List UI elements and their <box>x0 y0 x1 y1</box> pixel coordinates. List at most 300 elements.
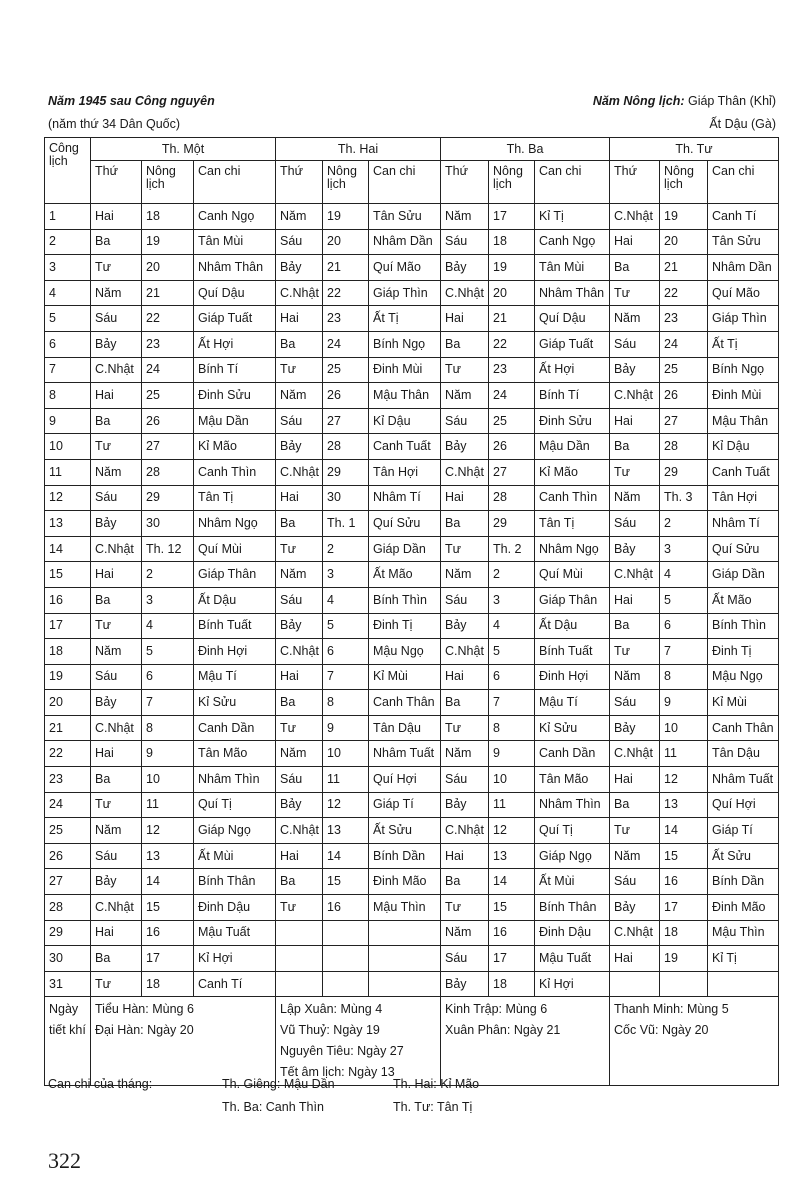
cong-lich-day-cell: 7 <box>45 357 91 383</box>
can-chi-cell: Quí Dậu <box>194 280 276 306</box>
weekday-cell: Bảy <box>276 613 323 639</box>
weekday-cell: C.Nhật <box>276 459 323 485</box>
can-chi-cell <box>369 920 441 946</box>
lunar-day-cell: 5 <box>660 587 708 613</box>
can-chi-cell: Mậu Dần <box>535 434 610 460</box>
lunar-day-cell: 9 <box>142 741 194 767</box>
can-chi-cell: Canh Ngọ <box>194 204 276 230</box>
can-chi-cell <box>369 971 441 997</box>
can-chi-cell: Nhâm Ngọ <box>194 511 276 537</box>
weekday-cell: Năm <box>441 562 489 588</box>
month-header-row <box>45 138 779 161</box>
can-chi-cell: Kỉ Mão <box>535 459 610 485</box>
can-chi-cell: Nhâm Dần <box>369 229 441 255</box>
can-chi-cell: Bính Tí <box>535 383 610 409</box>
table-row <box>45 357 779 383</box>
lunar-day-cell: 14 <box>660 818 708 844</box>
weekday-cell: Hai <box>441 664 489 690</box>
can-chi-cell: Tân Sửu <box>369 204 441 230</box>
weekday-cell: Ba <box>441 511 489 537</box>
lunar-day-cell: 7 <box>660 639 708 665</box>
tiet-khi-cell <box>441 997 610 1086</box>
weekday-cell: Tư <box>441 715 489 741</box>
cong-lich-day-cell: 8 <box>45 383 91 409</box>
cong-lich-day-cell: 27 <box>45 869 91 895</box>
weekday-cell: Sáu <box>441 229 489 255</box>
lunar-day-cell: 21 <box>323 255 369 281</box>
lunar-day-cell: 6 <box>323 639 369 665</box>
cong-lich-day-cell: 20 <box>45 690 91 716</box>
weekday-cell: Tư <box>610 818 660 844</box>
cong-lich-day-cell: 16 <box>45 587 91 613</box>
weekday-cell: Tư <box>441 357 489 383</box>
can-chi-cell: Bính Dần <box>369 843 441 869</box>
weekday-cell: Sáu <box>91 306 142 332</box>
cong-lich-day-cell: 15 <box>45 562 91 588</box>
lunar-day-cell: 10 <box>660 715 708 741</box>
weekday-cell: Tư <box>276 536 323 562</box>
weekday-cell: Tư <box>610 280 660 306</box>
month-header: Th. Hai <box>276 138 441 161</box>
can-chi-cell: Quí Tị <box>194 792 276 818</box>
weekday-cell: Hai <box>441 843 489 869</box>
lunar-day-cell: Th. 2 <box>489 536 535 562</box>
lunar-day-cell: 6 <box>142 664 194 690</box>
weekday-cell: Sáu <box>276 408 323 434</box>
weekday-cell: Tư <box>610 459 660 485</box>
weekday-cell: Ba <box>441 331 489 357</box>
can-chi-cell: Ất Dậu <box>194 587 276 613</box>
weekday-cell: Tư <box>441 895 489 921</box>
can-chi-cell <box>708 971 779 997</box>
cong-lich-day-cell: 6 <box>45 331 91 357</box>
lunar-day-cell: 2 <box>323 536 369 562</box>
weekday-cell: Sáu <box>610 511 660 537</box>
can-chi-cell: Kỉ Hợi <box>535 971 610 997</box>
year-subtitle: (năm thứ 34 Dân Quốc) <box>48 117 181 131</box>
weekday-cell: Ba <box>276 331 323 357</box>
can-chi-cell: Đinh Hợi <box>194 639 276 665</box>
weekday-cell: Hai <box>610 587 660 613</box>
table-row <box>45 331 779 357</box>
lunar-day-cell: 20 <box>142 255 194 281</box>
cong-lich-day-cell: 22 <box>45 741 91 767</box>
lunar-day-cell: 26 <box>323 383 369 409</box>
lunar-day-cell: 8 <box>660 664 708 690</box>
can-chi-cell: Nhâm Thân <box>535 280 610 306</box>
can-chi-cell: Canh Thìn <box>535 485 610 511</box>
lunar-day-cell: 24 <box>142 357 194 383</box>
lunar-day-cell: 17 <box>142 946 194 972</box>
can-chi-cell: Bính Dần <box>708 869 779 895</box>
weekday-cell <box>610 971 660 997</box>
lunar-day-cell: 28 <box>489 485 535 511</box>
weekday-cell: Năm <box>276 204 323 230</box>
weekday-cell: Năm <box>610 306 660 332</box>
lunar-day-cell: 7 <box>142 690 194 716</box>
weekday-cell: Bảy <box>441 792 489 818</box>
weekday-cell: C.Nhật <box>91 536 142 562</box>
month-can-chi-gieng: Th. Giêng: Mậu Dần <box>222 1077 335 1091</box>
can-chi-cell: Bính Ngọ <box>708 357 779 383</box>
weekday-cell: Ba <box>91 587 142 613</box>
can-chi-cell: Ất Sửu <box>708 843 779 869</box>
lunar-day-cell: 13 <box>660 792 708 818</box>
can-chi-cell: Ất Mão <box>708 587 779 613</box>
weekday-cell: Năm <box>276 383 323 409</box>
weekday-cell: Hai <box>276 306 323 332</box>
can-chi-cell: Canh Dần <box>535 741 610 767</box>
lunar-day-cell: 8 <box>142 715 194 741</box>
can-chi-cell: Tân Mão <box>194 741 276 767</box>
can-chi-cell: Mậu Ngọ <box>708 664 779 690</box>
sub-header-nong-lich: Nông lịch <box>323 161 369 204</box>
can-chi-cell: Ất Hợi <box>535 357 610 383</box>
weekday-cell: Hai <box>91 204 142 230</box>
weekday-cell: Năm <box>91 639 142 665</box>
can-chi-cell: Đinh Dậu <box>535 920 610 946</box>
can-chi-cell: Kỉ Dậu <box>708 434 779 460</box>
weekday-cell: Sáu <box>276 767 323 793</box>
can-chi-cell: Giáp Thìn <box>708 306 779 332</box>
weekday-cell: Năm <box>91 280 142 306</box>
cong-lich-day-cell: 28 <box>45 895 91 921</box>
month-header: Th. Một <box>91 138 276 161</box>
can-chi-cell: Đinh Tị <box>369 613 441 639</box>
lunar-day-cell: 10 <box>142 767 194 793</box>
lunar-day-cell: 12 <box>142 818 194 844</box>
weekday-cell: C.Nhật <box>91 895 142 921</box>
weekday-cell: Năm <box>441 741 489 767</box>
lunar-day-cell: 23 <box>323 306 369 332</box>
can-chi-cell: Tân Tị <box>535 511 610 537</box>
lunar-day-cell: 2 <box>142 562 194 588</box>
can-chi-cell: Mậu Tí <box>194 664 276 690</box>
weekday-cell: Tư <box>91 971 142 997</box>
lunar-day-cell: 28 <box>142 459 194 485</box>
lunar-day-cell: 17 <box>660 895 708 921</box>
weekday-cell: Tư <box>91 434 142 460</box>
lunar-day-cell: 22 <box>323 280 369 306</box>
can-chi-cell: Tân Mão <box>535 767 610 793</box>
weekday-cell: Hai <box>610 767 660 793</box>
can-chi-cell: Quí Sửu <box>708 536 779 562</box>
can-chi-cell: Giáp Thân <box>535 587 610 613</box>
weekday-cell: Ba <box>276 690 323 716</box>
lunar-day-cell: 19 <box>323 204 369 230</box>
year-title: Năm 1945 sau Công nguyên <box>48 94 215 108</box>
weekday-cell: C.Nhật <box>276 639 323 665</box>
sub-header-thu: Thứ <box>91 161 142 204</box>
cong-lich-day-cell: 3 <box>45 255 91 281</box>
lunar-day-cell: 20 <box>323 229 369 255</box>
lunar-day-cell: 12 <box>489 818 535 844</box>
can-chi-cell: Kỉ Dậu <box>369 408 441 434</box>
can-chi-cell: Ất Sửu <box>369 818 441 844</box>
table-row <box>45 690 779 716</box>
table-row <box>45 946 779 972</box>
weekday-cell: C.Nhật <box>610 562 660 588</box>
table-row <box>45 204 779 230</box>
can-chi-cell: Giáp Ngọ <box>535 843 610 869</box>
weekday-cell: C.Nhật <box>441 639 489 665</box>
sub-header-row <box>45 161 779 204</box>
lunar-day-cell: 15 <box>323 869 369 895</box>
table-row <box>45 434 779 460</box>
weekday-cell: Ba <box>276 869 323 895</box>
weekday-cell: Bảy <box>610 357 660 383</box>
weekday-cell: C.Nhật <box>610 741 660 767</box>
lunar-day-cell: 23 <box>660 306 708 332</box>
can-chi-cell: Nhâm Tí <box>369 485 441 511</box>
table-row <box>45 971 779 997</box>
can-chi-cell: Canh Tuất <box>708 459 779 485</box>
weekday-cell: C.Nhật <box>91 715 142 741</box>
can-chi-cell: Kỉ Tị <box>535 204 610 230</box>
can-chi-cell: Tân Dậu <box>708 741 779 767</box>
can-chi-cell: Giáp Dần <box>369 536 441 562</box>
can-chi-cell: Tân Hợi <box>708 485 779 511</box>
lunar-day-cell <box>323 920 369 946</box>
sub-header-nong-lich: Nông lịch <box>142 161 194 204</box>
lunar-day-cell: 7 <box>323 664 369 690</box>
weekday-cell: Bảy <box>610 536 660 562</box>
can-chi-cell: Mậu Tuất <box>194 920 276 946</box>
lunar-day-cell: 5 <box>323 613 369 639</box>
lunar-day-cell: 27 <box>660 408 708 434</box>
can-chi-cell <box>369 946 441 972</box>
can-chi-cell: Canh Tí <box>708 204 779 230</box>
weekday-cell: Bảy <box>441 255 489 281</box>
lunar-day-cell: 6 <box>660 613 708 639</box>
weekday-cell: Sáu <box>91 664 142 690</box>
lunar-day-cell: 28 <box>323 434 369 460</box>
sub-header-thu: Thứ <box>441 161 489 204</box>
weekday-cell: Hai <box>610 229 660 255</box>
sub-header-can-chi: Can chi <box>194 161 276 204</box>
table-row <box>45 280 779 306</box>
lunar-day-cell: 24 <box>323 331 369 357</box>
can-chi-cell: Quí Hợi <box>708 792 779 818</box>
weekday-cell: Bảy <box>441 434 489 460</box>
table-row <box>45 715 779 741</box>
lunar-day-cell: 24 <box>660 331 708 357</box>
weekday-cell: Ba <box>610 255 660 281</box>
lunar-day-cell: 27 <box>142 434 194 460</box>
weekday-cell: C.Nhật <box>91 357 142 383</box>
lunar-day-cell: 15 <box>142 895 194 921</box>
lunar-day-cell: 15 <box>489 895 535 921</box>
table-row <box>45 485 779 511</box>
tiet-khi-entry: Lập Xuân: Mùng 4 <box>280 1002 383 1017</box>
weekday-cell: Năm <box>441 920 489 946</box>
lunar-day-cell: 6 <box>489 664 535 690</box>
lunar-day-cell: 3 <box>323 562 369 588</box>
table-row <box>45 843 779 869</box>
can-chi-cell: Bính Thân <box>535 895 610 921</box>
lunar-day-cell: 8 <box>323 690 369 716</box>
weekday-cell: Năm <box>91 459 142 485</box>
weekday-cell: Ba <box>276 511 323 537</box>
can-chi-cell: Kỉ Mùi <box>369 664 441 690</box>
table-row <box>45 459 779 485</box>
table-row <box>45 664 779 690</box>
can-chi-cell: Canh Ngọ <box>535 229 610 255</box>
cong-lich-day-cell: 17 <box>45 613 91 639</box>
table-row <box>45 536 779 562</box>
lunar-day-cell: 7 <box>489 690 535 716</box>
tiet-khi-entry: Thanh Minh: Mùng 5 <box>614 1002 729 1017</box>
weekday-cell: Bảy <box>276 434 323 460</box>
weekday-cell: Năm <box>276 741 323 767</box>
can-chi-cell: Canh Thân <box>708 715 779 741</box>
sub-header-thu: Thứ <box>610 161 660 204</box>
lunar-day-cell: 14 <box>489 869 535 895</box>
can-chi-cell: Đinh Tị <box>708 639 779 665</box>
lunar-year-caption: Năm Nông lịch: <box>592 94 685 108</box>
can-chi-cell: Ất Hợi <box>194 331 276 357</box>
tiet-khi-entry: Nguyên Tiêu: Ngày 27 <box>280 1044 404 1059</box>
can-chi-cell: Tân Tị <box>194 485 276 511</box>
table-row <box>45 920 779 946</box>
can-chi-cell: Kỉ Hợi <box>194 946 276 972</box>
weekday-cell: Hai <box>91 741 142 767</box>
weekday-cell: Hai <box>276 664 323 690</box>
can-chi-cell: Canh Dần <box>194 715 276 741</box>
weekday-cell: Tư <box>276 895 323 921</box>
can-chi-cell: Đinh Mão <box>708 895 779 921</box>
lunar-day-cell: 23 <box>142 331 194 357</box>
can-chi-cell: Giáp Tí <box>369 792 441 818</box>
weekday-cell: Năm <box>441 204 489 230</box>
table-row <box>45 511 779 537</box>
month-can-chi-tu: Th. Tư: Tân Tị <box>393 1100 473 1114</box>
lunar-year-value-1: Giáp Thân (Khỉ) <box>687 94 776 108</box>
lunar-day-cell: 5 <box>142 639 194 665</box>
can-chi-cell: Đinh Dậu <box>194 895 276 921</box>
lunar-day-cell: 3 <box>660 536 708 562</box>
cong-lich-day-cell: 11 <box>45 459 91 485</box>
lunar-day-cell: 4 <box>142 613 194 639</box>
can-chi-cell: Quí Dậu <box>535 306 610 332</box>
lunar-day-cell: 28 <box>660 434 708 460</box>
weekday-cell: Hai <box>276 843 323 869</box>
can-chi-cell: Ất Mùi <box>194 843 276 869</box>
weekday-cell: Sáu <box>441 408 489 434</box>
cong-lich-day-cell: 18 <box>45 639 91 665</box>
can-chi-cell: Mậu Thìn <box>369 895 441 921</box>
lunar-day-cell: 4 <box>660 562 708 588</box>
month-can-chi-hai: Th. Hai: Kỉ Mão <box>393 1077 480 1091</box>
can-chi-cell: Mậu Tuất <box>535 946 610 972</box>
month-can-chi-label: Can chi của tháng: <box>48 1077 153 1091</box>
lunar-day-cell: 20 <box>660 229 708 255</box>
can-chi-cell: Ất Mùi <box>535 869 610 895</box>
can-chi-cell: Quí Hợi <box>369 767 441 793</box>
table-row <box>45 587 779 613</box>
weekday-cell: Sáu <box>441 587 489 613</box>
can-chi-cell: Nhâm Thìn <box>535 792 610 818</box>
weekday-cell: Sáu <box>276 229 323 255</box>
lunar-day-cell: 29 <box>489 511 535 537</box>
weekday-cell: Ba <box>610 434 660 460</box>
lunar-day-cell <box>660 971 708 997</box>
tiet-khi-entry: Đại Hàn: Ngày 20 <box>95 1023 194 1038</box>
weekday-cell: C.Nhật <box>276 280 323 306</box>
can-chi-cell: Bính Tuất <box>535 639 610 665</box>
can-chi-cell: Mậu Dần <box>194 408 276 434</box>
table-row <box>45 792 779 818</box>
lunar-day-cell: Th. 1 <box>323 511 369 537</box>
weekday-cell: Hai <box>610 408 660 434</box>
lunar-day-cell: 18 <box>142 971 194 997</box>
lunar-day-cell: 13 <box>489 843 535 869</box>
month-header: Th. Ba <box>441 138 610 161</box>
cong-lich-day-cell: 31 <box>45 971 91 997</box>
tiet-khi-entry: Vũ Thuỷ: Ngày 19 <box>280 1023 380 1038</box>
cong-lich-day-cell: 5 <box>45 306 91 332</box>
can-chi-cell: Mậu Tí <box>535 690 610 716</box>
can-chi-cell: Bính Thìn <box>708 613 779 639</box>
table-row <box>45 818 779 844</box>
weekday-cell: Ba <box>610 613 660 639</box>
tiet-khi-label: Ngày tiết khí <box>45 997 91 1086</box>
weekday-cell: Sáu <box>610 690 660 716</box>
lunar-day-cell: 19 <box>660 946 708 972</box>
lunar-day-cell: 19 <box>142 229 194 255</box>
lunar-day-cell: 16 <box>660 869 708 895</box>
lunar-day-cell: 16 <box>489 920 535 946</box>
cong-lich-day-cell: 12 <box>45 485 91 511</box>
lunar-day-cell: 18 <box>489 971 535 997</box>
lunar-day-cell: 12 <box>660 767 708 793</box>
can-chi-cell: Ất Tị <box>708 331 779 357</box>
cong-lich-day-cell: 9 <box>45 408 91 434</box>
can-chi-cell: Bính Tuất <box>194 613 276 639</box>
weekday-cell: Năm <box>441 383 489 409</box>
weekday-cell: Bảy <box>276 792 323 818</box>
lunar-day-cell: 23 <box>489 357 535 383</box>
cong-lich-day-cell: 23 <box>45 767 91 793</box>
weekday-cell: Sáu <box>610 869 660 895</box>
weekday-cell: Hai <box>91 920 142 946</box>
lunar-day-cell: 9 <box>660 690 708 716</box>
weekday-cell: C.Nhật <box>441 459 489 485</box>
weekday-cell: Bảy <box>91 511 142 537</box>
weekday-cell: Năm <box>276 562 323 588</box>
lunar-day-cell: 9 <box>323 715 369 741</box>
weekday-cell: Sáu <box>91 843 142 869</box>
lunar-day-cell: 10 <box>489 767 535 793</box>
can-chi-cell: Mậu Thân <box>708 408 779 434</box>
can-chi-cell: Tân Hợi <box>369 459 441 485</box>
tiet-khi-entry: Kinh Trập: Mùng 6 <box>445 1002 548 1017</box>
lunar-day-cell: 17 <box>489 204 535 230</box>
weekday-cell: C.Nhật <box>441 818 489 844</box>
can-chi-cell: Mậu Thìn <box>708 920 779 946</box>
lunar-day-cell: 13 <box>323 818 369 844</box>
lunar-day-cell: 2 <box>489 562 535 588</box>
lunar-day-cell: 19 <box>660 204 708 230</box>
lunar-day-cell: 26 <box>660 383 708 409</box>
weekday-cell: Ba <box>91 767 142 793</box>
lunar-year-label <box>593 94 776 108</box>
lunar-day-cell: 22 <box>142 306 194 332</box>
can-chi-cell: Đinh Sửu <box>194 383 276 409</box>
lunar-day-cell: 30 <box>323 485 369 511</box>
table-row <box>45 639 779 665</box>
lunar-day-cell: 16 <box>142 920 194 946</box>
